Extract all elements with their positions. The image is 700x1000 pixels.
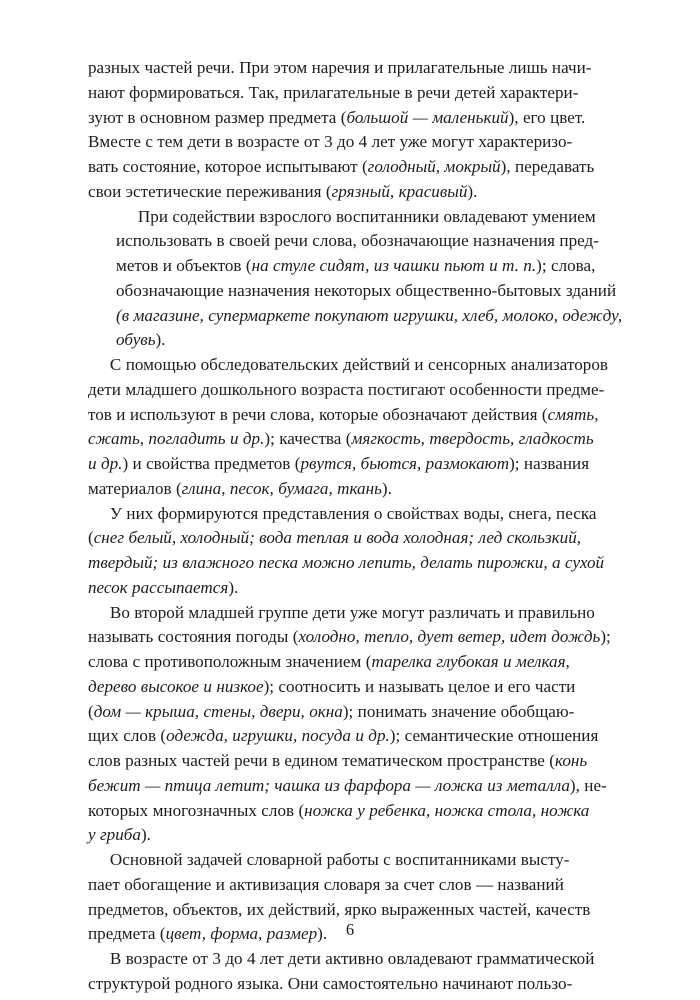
text-line: (в магазине, супермаркете покупают игрушки, хлеб, молоко, одежду, <box>116 305 623 325</box>
text-line: твердый; из влажного песка можно лепить, делать пирожки, а сухой <box>88 553 605 572</box>
text-line: Во второй младшей группе дети уже могут различать и правильно <box>88 602 595 622</box>
text-line: (дом — крыша, стены, двери, окна); понимать значение обобщаю- <box>88 701 575 721</box>
text-line: разных частей речи. При этом наречия и прилагательные лишь начи- <box>88 58 592 77</box>
body-text-column <box>88 56 623 997</box>
text-line: слова с противоположным значением (тарелка глубокая и мелкая, <box>88 652 570 671</box>
text-line: Вместе с тем дети в возрасте от 3 до 4 лет уже могут характеризо- <box>88 132 573 152</box>
text-line: слов разных частей речи в едином тематическом пространстве (конь <box>88 751 588 770</box>
text-line: вать состояние, которое испытывают (голодный, мокрый), передавать <box>88 157 595 176</box>
text-line: сжать, погладить и др.); качества (мягкость, твердость, гладкость <box>88 429 594 449</box>
paragraph-7 <box>88 947 612 997</box>
text-line: которых многозначных слов (ножка у ребенка, ножка стола, ножка <box>88 800 590 820</box>
text-line: У них формируются представления о свойствах воды, снега, песка <box>88 503 597 523</box>
text-line: дети младшего дошкольного возраста постигают особенности предме- <box>88 379 605 399</box>
text-line: и др.) и свойства предметов (рвутся, бьются, размокают); названия <box>88 454 590 473</box>
text-line: бежит — птица летит; чашка из фарфора — ложка из металла), не- <box>88 775 607 795</box>
text-line: пает обогащение и активизация словаря за счет слов — названий <box>88 874 564 894</box>
text-line: песок рассыпается). <box>88 577 239 597</box>
text-line: использовать в своей речи слова, обозначающие назначения пред- <box>116 231 599 251</box>
paragraph-1 <box>88 56 612 205</box>
text-line: С помощью обследовательских действий и сенсорных анализаторов <box>88 355 608 374</box>
paragraph-5 <box>88 601 612 849</box>
text-line: обозначающие назначения некоторых общественно-бытовых зданий <box>116 280 617 300</box>
text-line: При содействии взрослого воспитанники овладевают умением <box>116 206 596 226</box>
text-line: зуют в основном размер предмета (большой — маленький), его цвет. <box>88 107 586 127</box>
text-line: у гриба). <box>88 825 151 845</box>
text-line: структурой родного языка. Они самостоятельно начинают пользо- <box>88 973 573 993</box>
text-line: называть состояния погоды (холодно, тепло, дует ветер, идет дождь); <box>88 627 611 647</box>
paragraph-3 <box>88 353 612 502</box>
text-line: материалов (глина, песок, бумага, ткань). <box>88 478 392 498</box>
text-line: дерево высокое и низкое); соотносить и называть целое и его части <box>88 676 576 696</box>
text-line: (снег белый, холодный; вода теплая и вода холодная; лед скользкий, <box>88 528 582 548</box>
text-line: предметов, объектов, их действий, ярко выраженных частей, качеств <box>88 899 591 919</box>
text-line: нают формироваться. Так, прилагательные в речи детей характери- <box>88 82 579 102</box>
text-line: В возрасте от 3 до 4 лет дети активно овладевают грамматической <box>88 949 595 968</box>
text-line: щих слов (одежда, игрушки, посуда и др.); семантические отношения <box>88 726 599 746</box>
text-line: Основной задачей словарной работы с воспитанниками высту- <box>88 850 570 869</box>
text-line: свои эстетические переживания (грязный, красивый). <box>88 181 478 201</box>
text-line: обувь). <box>116 330 166 350</box>
text-line: метов и объектов (на стуле сидят, из чашки пьют и т. п.); слова, <box>116 256 596 275</box>
paragraph-4 <box>88 502 612 601</box>
text-line: тов и используют в речи слова, которые обозначают действия (смять, <box>88 404 599 424</box>
text-line: предмета (цвет, форма, размер). <box>88 924 328 944</box>
page-number: 6 <box>345 920 355 939</box>
paragraph-2 <box>88 205 623 354</box>
